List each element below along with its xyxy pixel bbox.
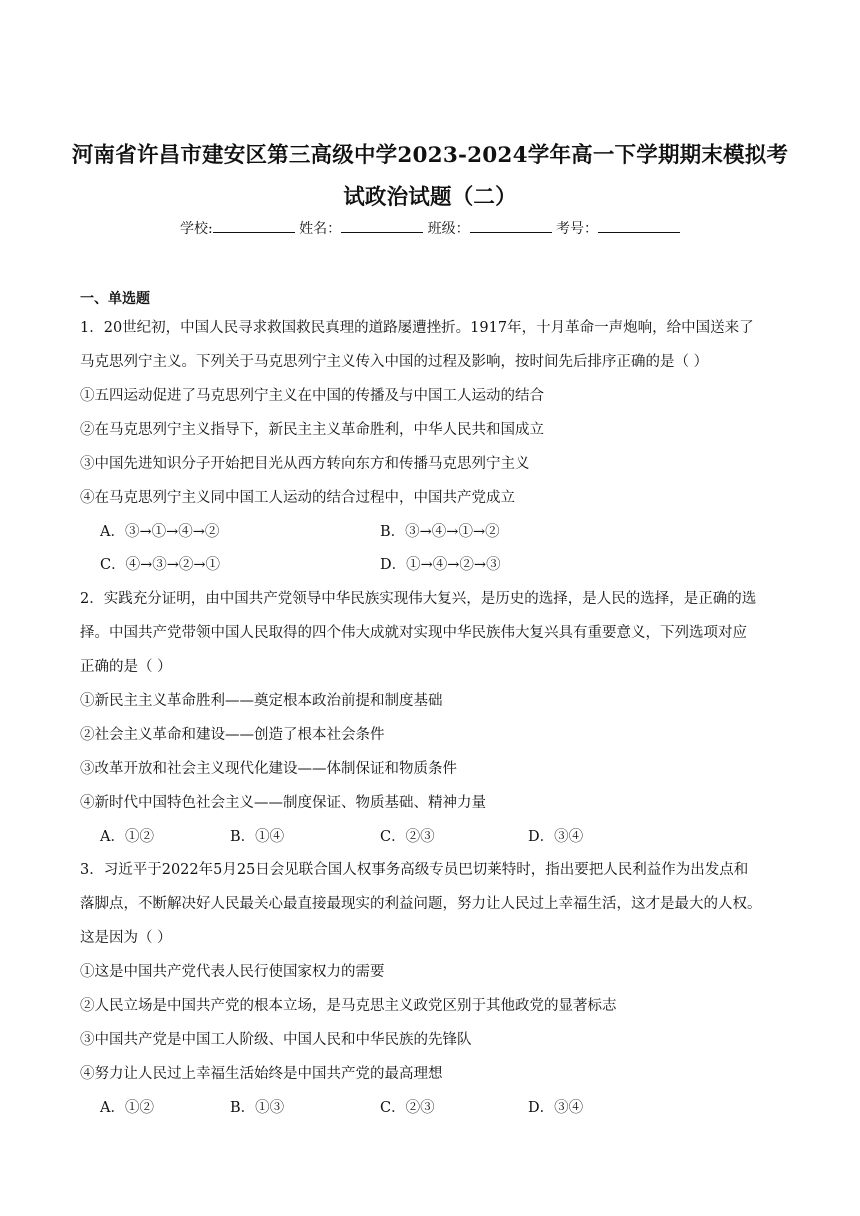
question-item: ④新时代中国特色社会主义——制度保证、物质基础、精神力量: [80, 795, 486, 811]
question-item: ④努力让人民过上幸福生活始终是中国共产党的最高理想: [80, 1066, 443, 1082]
question-stem-line: 择。中国共产党带领中国人民取得的四个伟大成就对实现中华民族伟大复兴具有重要意义，下列选项对应: [80, 625, 747, 641]
school-label: 学校:: [179, 221, 213, 237]
question-item: ③中国先进知识分子开始把目光从西方转向东方和传播马克思列宁主义: [80, 456, 530, 472]
class-blank: [470, 220, 552, 233]
option-a: A．③→①→④→②: [100, 524, 220, 540]
option-d: D．③④: [528, 829, 584, 845]
question-stem-line: 3．习近平于2022年5月25日会见联合国人权事务高级专员巴切莱特时，指出要把人民利益作为出发点和: [80, 862, 749, 878]
name-blank: [341, 220, 423, 233]
question-item: ③中国共产党是中国工人阶级、中国人民和中华民族的先锋队: [80, 1032, 472, 1048]
question-item: ③改革开放和社会主义现代化建设——体制保证和物质条件: [80, 761, 457, 777]
option-a: A．①②: [100, 1100, 154, 1116]
question-item: ①这是中国共产党代表人民行使国家权力的需要: [80, 964, 385, 980]
option-c: C．②③: [380, 1100, 435, 1116]
question-stem-line: 2．实践充分证明，由中国共产党领导中华民族实现伟大复兴，是历史的选择，是人民的选择，是正确的选: [80, 591, 757, 607]
section-title: 一、单选题: [80, 291, 150, 307]
school-blank: [213, 220, 295, 233]
doc-title-line-1: 河南省许昌市建安区第三高级中学2023-2024学年高一下学期期末模拟考: [71, 143, 789, 168]
question-item: ②人民立场是中国共产党的根本立场，是马克思主义政党区别于其他政党的显著标志: [80, 998, 617, 1014]
question-item: ①新民主主义革命胜利——奠定根本政治前提和制度基础: [80, 693, 443, 709]
class-label: 班级：: [427, 221, 470, 237]
question-stem-line: 正确的是（ ）: [80, 659, 172, 675]
question-stem-line: 这是因为（ ）: [80, 930, 172, 946]
option-c: C．②③: [380, 829, 435, 845]
option-d: D．③④: [528, 1100, 584, 1116]
question-stem-line: 1．20世纪初，中国人民寻求救国救民真理的道路屡遭挫折。1917年，十月革命一声炮响，给中国送来了: [80, 320, 754, 336]
question-stem-line: 落脚点，不断解决好人民最关心最直接最现实的利益问题，努力让人民过上幸福生活，这才是最大的人权。: [80, 896, 762, 912]
option-a: A．①②: [100, 829, 154, 845]
option-d: D．①→④→②→③: [380, 557, 501, 573]
question-item: ④在马克思列宁主义同中国工人运动的结合过程中，中国共产党成立: [80, 490, 515, 506]
question-item: ②社会主义革命和建设——创造了根本社会条件: [80, 727, 385, 743]
question-item: ①五四运动促进了马克思列宁主义在中国的传播及与中国工人运动的结合: [80, 388, 544, 404]
doc-title-line-2: 试政治试题（二）: [343, 185, 517, 210]
option-b: B．①③: [230, 1100, 285, 1116]
student-info-row: [0, 218, 860, 238]
option-c: C．④→③→②→①: [100, 557, 221, 573]
number-blank: [598, 220, 680, 233]
question-item: ②在马克思列宁主义指导下，新民主主义革命胜利，中华人民共和国成立: [80, 422, 544, 438]
option-b: B．①④: [230, 829, 285, 845]
number-label: 考号：: [556, 221, 599, 237]
question-stem-line: 马克思列宁主义。下列关于马克思列宁主义传入中国的过程及影响，按时间先后排序正确的是（ ）: [80, 354, 709, 370]
option-b: B．③→④→①→②: [380, 524, 500, 540]
name-label: 姓名：: [299, 221, 342, 237]
